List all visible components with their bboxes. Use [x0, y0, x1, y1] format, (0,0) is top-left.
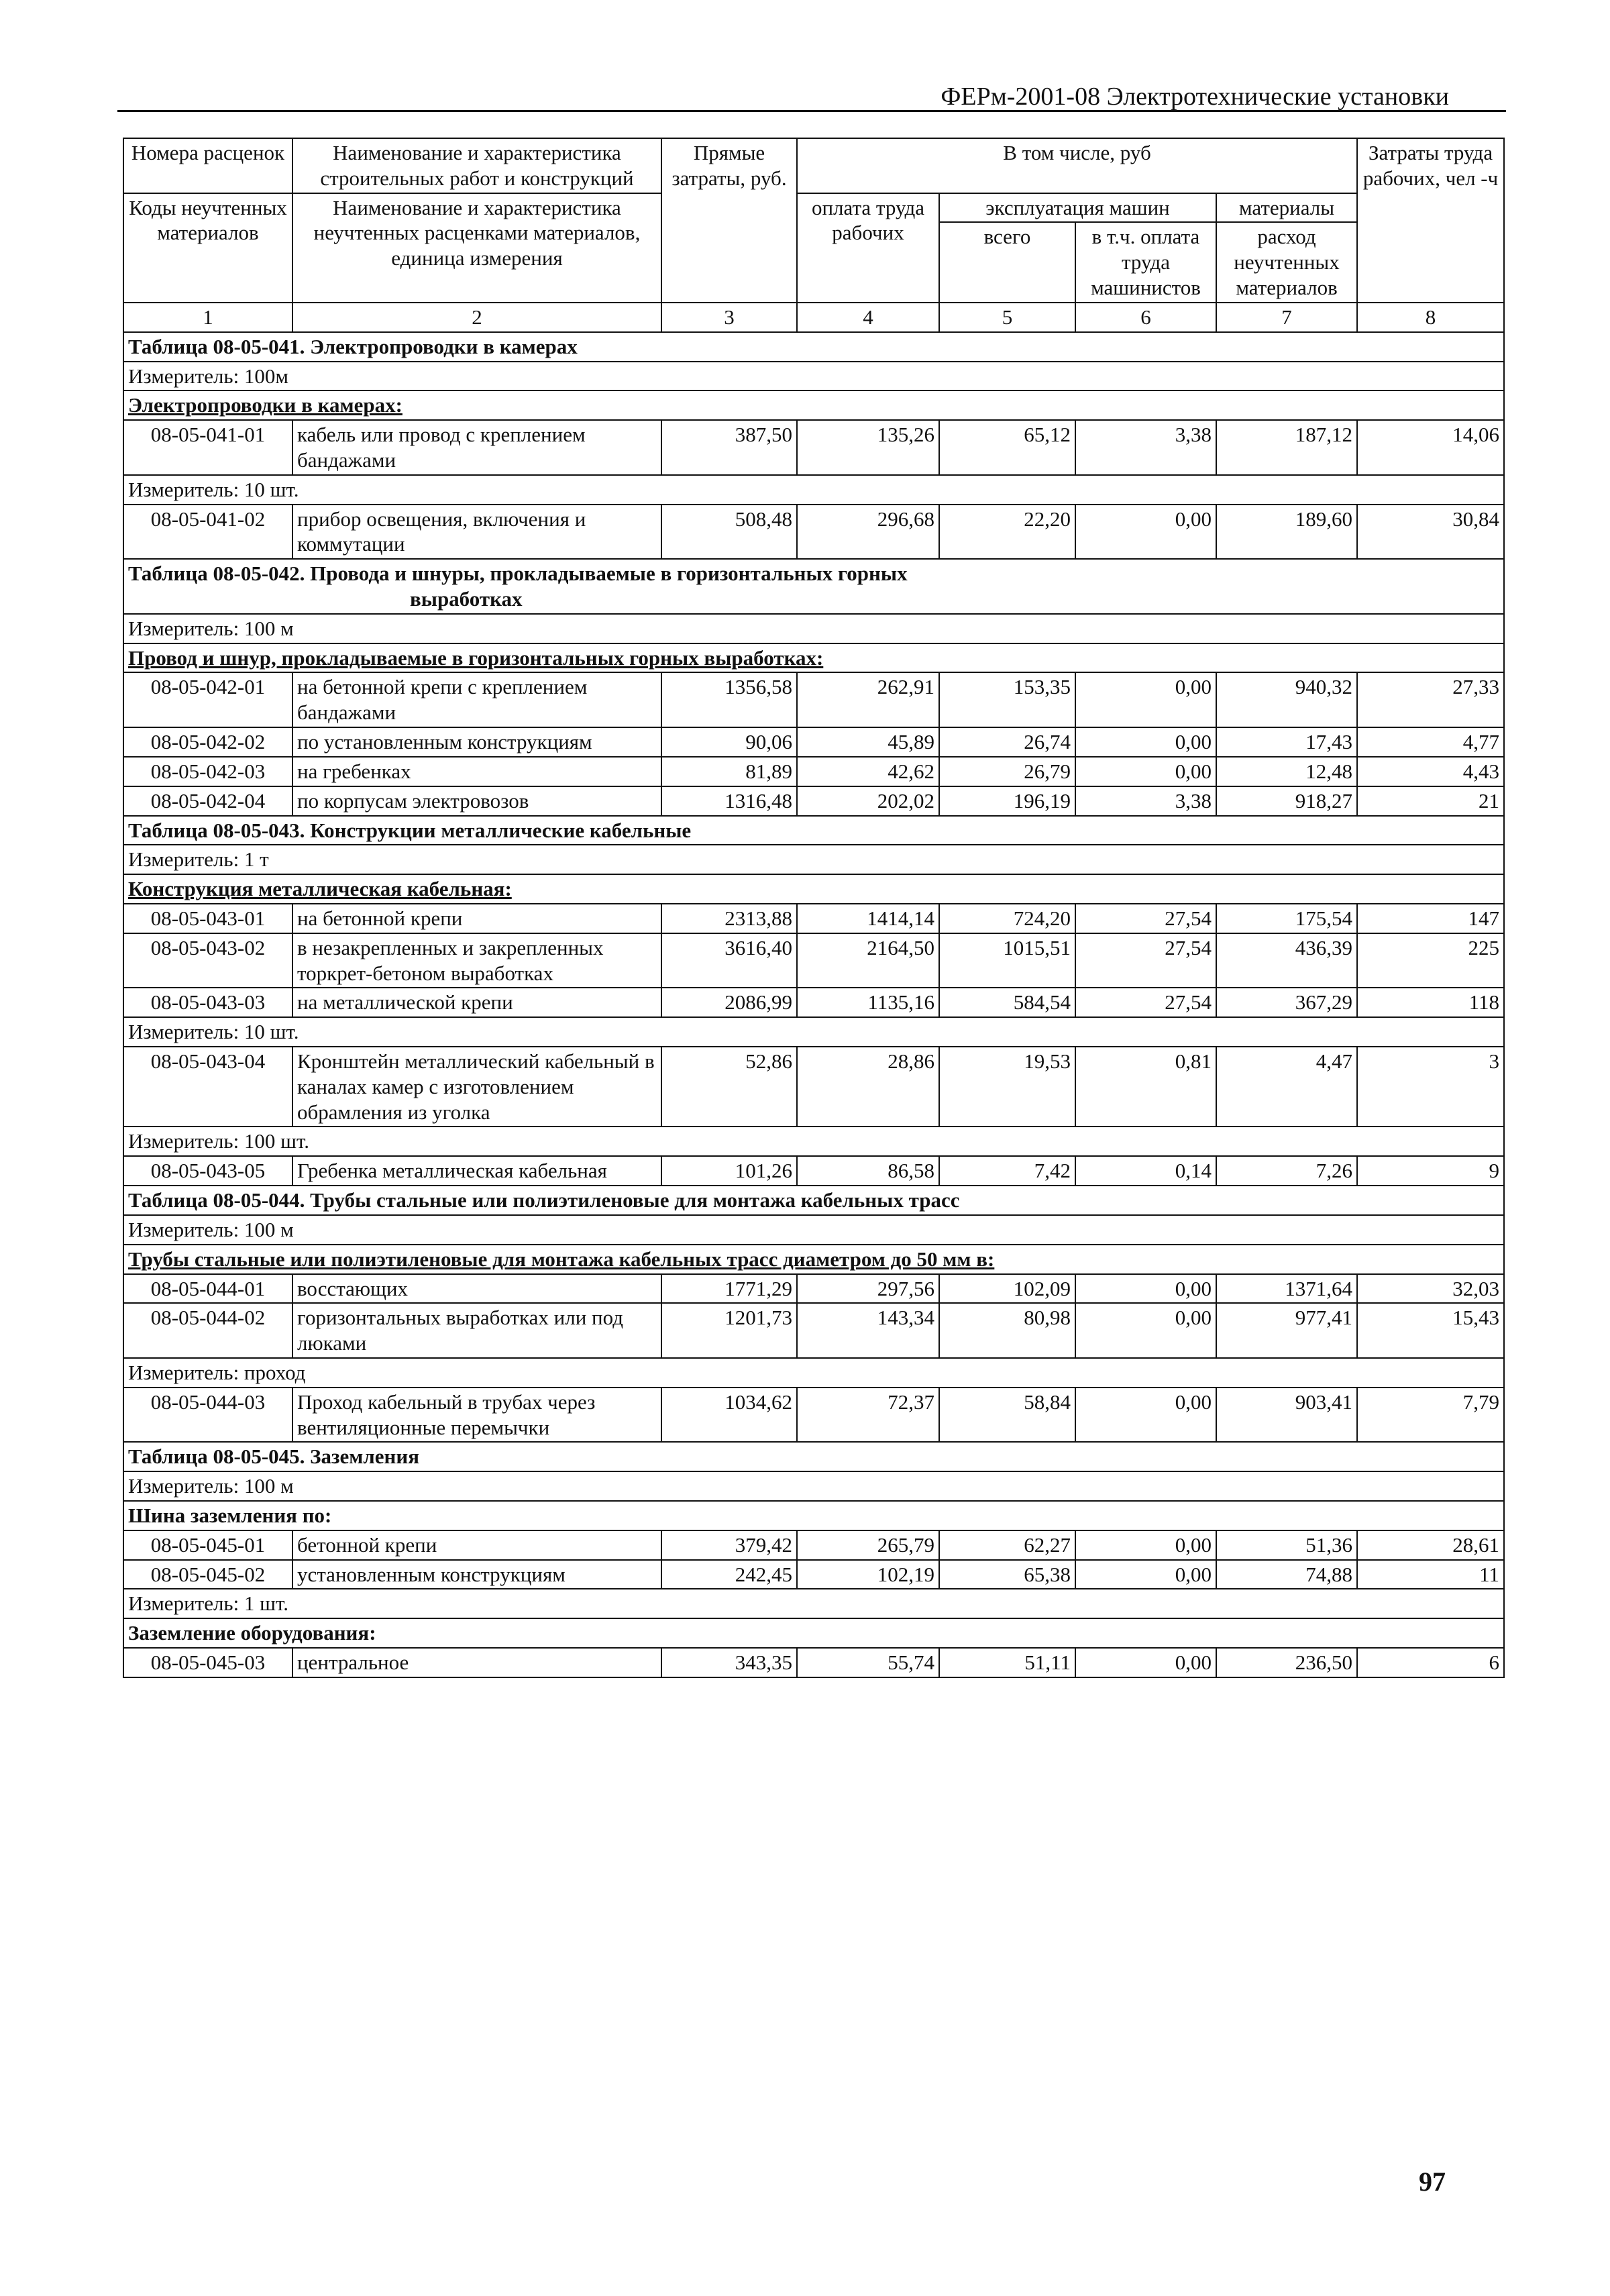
row-mach-wage: 0,14 [1075, 1156, 1216, 1186]
row-labor: 2164,50 [797, 933, 939, 988]
row-hours: 30,84 [1357, 505, 1504, 560]
row-hours: 118 [1357, 988, 1504, 1017]
col-header-labor: оплата труда рабочих [797, 193, 939, 303]
row-name: прибор освещения, включения и коммутации [292, 505, 661, 560]
row-labor: 72,37 [797, 1388, 939, 1443]
row-name: бетонной крепи [292, 1530, 661, 1560]
row-hours: 28,61 [1357, 1530, 1504, 1560]
row-direct: 1201,73 [661, 1303, 797, 1358]
row-labor: 102,19 [797, 1560, 939, 1589]
group-heading: Шина заземления по: [123, 1501, 1504, 1530]
table-row [123, 1648, 1504, 1677]
row-code: 08-05-042-01 [123, 672, 292, 727]
column-index-row [123, 303, 1504, 332]
row-mach: 51,11 [939, 1648, 1075, 1677]
row-labor: 42,62 [797, 757, 939, 786]
row-code: 08-05-045-01 [123, 1530, 292, 1560]
row-labor: 55,74 [797, 1648, 939, 1677]
row-code: 08-05-041-01 [123, 420, 292, 475]
row-code: 08-05-045-02 [123, 1560, 292, 1589]
group-heading: Электропроводки в камерах: [123, 390, 1504, 420]
row-labor: 265,79 [797, 1530, 939, 1560]
measure-unit: Измеритель: 100 м [123, 614, 1504, 643]
row-mach-wage: 27,54 [1075, 933, 1216, 988]
table-row [123, 1388, 1504, 1443]
col-index: 7 [1216, 303, 1357, 332]
row-mach: 22,20 [939, 505, 1075, 560]
row-direct: 508,48 [661, 505, 797, 560]
price-table-sheet [123, 138, 1503, 1678]
row-labor: 296,68 [797, 505, 939, 560]
group-heading: Трубы стальные или полиэтиленовые для монтажа кабельных трасс диаметром до 50 мм в: [123, 1245, 1504, 1274]
row-code: 08-05-043-02 [123, 933, 292, 988]
row-hours: 4,77 [1357, 727, 1504, 757]
row-mach-wage: 3,38 [1075, 786, 1216, 816]
row-hours: 3 [1357, 1047, 1504, 1127]
col-header-mat-unaccounted: расход неучтенных материалов [1216, 222, 1357, 302]
page-number: 97 [1419, 2167, 1446, 2197]
col-header-mach-total: всего [939, 222, 1075, 302]
row-direct: 2313,88 [661, 904, 797, 933]
col-header-machines: эксплуатация машин [939, 193, 1216, 223]
measure-unit: Измеритель: 10 шт. [123, 1017, 1504, 1047]
row-hours: 14,06 [1357, 420, 1504, 475]
table-title-044: Таблица 08-05-044. Трубы стальные или полиэтиленовые для монтажа кабельных трасс [123, 1186, 1504, 1215]
row-mach: 19,53 [939, 1047, 1075, 1127]
row-mat: 236,50 [1216, 1648, 1357, 1677]
table-row [123, 1530, 1504, 1560]
row-direct: 3616,40 [661, 933, 797, 988]
row-name: установленным конструкциям [292, 1560, 661, 1589]
row-mach-wage: 0,00 [1075, 727, 1216, 757]
row-mach-wage: 0,00 [1075, 1648, 1216, 1677]
col-header-incl: В том числе, руб [797, 138, 1357, 193]
row-labor: 45,89 [797, 727, 939, 757]
row-mach: 58,84 [939, 1388, 1075, 1443]
row-code: 08-05-043-04 [123, 1047, 292, 1127]
group-heading: Заземление оборудования: [123, 1618, 1504, 1648]
row-hours: 147 [1357, 904, 1504, 933]
row-name: Проход кабельный в трубах через вентиляционные перемычки [292, 1388, 661, 1443]
row-code: 08-05-044-01 [123, 1274, 292, 1304]
group-heading: Конструкция металлическая кабельная: [123, 874, 1504, 904]
row-mat: 977,41 [1216, 1303, 1357, 1358]
row-direct: 379,42 [661, 1530, 797, 1560]
table-row [123, 933, 1504, 988]
col-index: 3 [661, 303, 797, 332]
row-labor: 86,58 [797, 1156, 939, 1186]
row-labor: 28,86 [797, 1047, 939, 1127]
row-mat: 4,47 [1216, 1047, 1357, 1127]
row-hours: 225 [1357, 933, 1504, 988]
measure-unit: Измеритель: 100м [123, 362, 1504, 391]
row-mach-wage: 0,00 [1075, 1560, 1216, 1589]
row-direct: 343,35 [661, 1648, 797, 1677]
row-mach-wage: 0,00 [1075, 1274, 1216, 1304]
row-mach-wage: 27,54 [1075, 904, 1216, 933]
table-row [123, 904, 1504, 933]
row-code: 08-05-042-04 [123, 786, 292, 816]
row-labor: 135,26 [797, 420, 939, 475]
row-mach: 65,38 [939, 1560, 1075, 1589]
row-mach: 196,19 [939, 786, 1075, 816]
row-hours: 11 [1357, 1560, 1504, 1589]
row-mat: 51,36 [1216, 1530, 1357, 1560]
table-row [123, 786, 1504, 816]
table-row [123, 1560, 1504, 1589]
row-direct: 52,86 [661, 1047, 797, 1127]
row-code: 08-05-044-03 [123, 1388, 292, 1443]
row-mach: 153,35 [939, 672, 1075, 727]
row-mach: 65,12 [939, 420, 1075, 475]
row-hours: 6 [1357, 1648, 1504, 1677]
row-direct: 1771,29 [661, 1274, 797, 1304]
table-title-042-line1: Таблица 08-05-042. Провода и шнуры, прокладываемые в горизонтальных горных [128, 562, 908, 586]
header-rule [117, 110, 1506, 112]
row-mat: 17,43 [1216, 727, 1357, 757]
row-labor: 262,91 [797, 672, 939, 727]
row-name: в незакрепленных и закрепленных торкрет-бетоном выработках [292, 933, 661, 988]
row-name: на металлической крепи [292, 988, 661, 1017]
row-name: Гребенка металлическая кабельная [292, 1156, 661, 1186]
row-hours: 27,33 [1357, 672, 1504, 727]
table-row [123, 420, 1504, 475]
row-mat: 367,29 [1216, 988, 1357, 1017]
table-row [123, 1274, 1504, 1304]
row-mat: 175,54 [1216, 904, 1357, 933]
row-mat: 436,39 [1216, 933, 1357, 988]
row-labor: 143,34 [797, 1303, 939, 1358]
col-header-materials: материалы [1216, 193, 1357, 223]
row-mach-wage: 0,00 [1075, 757, 1216, 786]
row-name: по установленным конструкциям [292, 727, 661, 757]
row-name: на бетонной крепи [292, 904, 661, 933]
row-mach-wage: 3,38 [1075, 420, 1216, 475]
row-hours: 7,79 [1357, 1388, 1504, 1443]
row-code: 08-05-042-03 [123, 757, 292, 786]
row-code: 08-05-045-03 [123, 1648, 292, 1677]
row-mat: 187,12 [1216, 420, 1357, 475]
row-mach-wage: 0,00 [1075, 1388, 1216, 1443]
table-row [123, 988, 1504, 1017]
row-mat: 903,41 [1216, 1388, 1357, 1443]
row-name: по корпусам электровозов [292, 786, 661, 816]
col-header-name-bottom: Наименование и характеристика неучтенных расценками материалов, единица измерения [292, 193, 661, 303]
row-name: горизонтальных выработках или под люками [292, 1303, 661, 1358]
row-name: центральное [292, 1648, 661, 1677]
row-labor: 202,02 [797, 786, 939, 816]
col-header-code-bottom: Коды неучтенных материалов [123, 193, 292, 303]
row-direct: 1356,58 [661, 672, 797, 727]
running-header: ФЕРм-2001-08 Электротехнические установки [941, 83, 1449, 111]
row-mach: 724,20 [939, 904, 1075, 933]
row-mach-wage: 0,00 [1075, 672, 1216, 727]
table-title-042-line2: выработках [410, 587, 523, 611]
table-row [123, 672, 1504, 727]
row-code: 08-05-041-02 [123, 505, 292, 560]
row-labor: 1414,14 [797, 904, 939, 933]
row-mat: 7,26 [1216, 1156, 1357, 1186]
col-index: 4 [797, 303, 939, 332]
row-hours: 15,43 [1357, 1303, 1504, 1358]
table-row [123, 757, 1504, 786]
row-labor: 1135,16 [797, 988, 939, 1017]
row-mat: 1371,64 [1216, 1274, 1357, 1304]
col-index: 2 [292, 303, 661, 332]
row-direct: 242,45 [661, 1560, 797, 1589]
row-direct: 90,06 [661, 727, 797, 757]
measure-unit: Измеритель: 100 м [123, 1215, 1504, 1245]
col-index: 8 [1357, 303, 1504, 332]
row-name: кабель или провод с креплением бандажами [292, 420, 661, 475]
group-heading: Провод и шнур, прокладываемые в горизонтальных горных выработках: [123, 643, 1504, 673]
col-header-mach-wage: в т.ч. оплата труда машинистов [1075, 222, 1216, 302]
row-mach: 7,42 [939, 1156, 1075, 1186]
row-mat: 918,27 [1216, 786, 1357, 816]
table-row [123, 1047, 1504, 1127]
col-header-code-top: Номера расценок [123, 138, 292, 193]
row-hours: 9 [1357, 1156, 1504, 1186]
row-hours: 32,03 [1357, 1274, 1504, 1304]
measure-unit: Измеритель: 1 шт. [123, 1589, 1504, 1618]
measure-unit: Измеритель: 1 т [123, 845, 1504, 874]
row-name: Кронштейн металлический кабельный в каналах камер с изготовлением обрамления из уголка [292, 1047, 661, 1127]
row-mach-wage: 27,54 [1075, 988, 1216, 1017]
row-mach: 62,27 [939, 1530, 1075, 1560]
table-title-042 [123, 559, 1504, 614]
row-mach-wage: 0,81 [1075, 1047, 1216, 1127]
measure-unit: Измеритель: проход [123, 1358, 1504, 1388]
measure-unit: Измеритель: 100 м [123, 1471, 1504, 1501]
row-mach: 584,54 [939, 988, 1075, 1017]
row-direct: 1316,48 [661, 786, 797, 816]
table-title-041: Таблица 08-05-041. Электропроводки в камерах [123, 332, 1504, 362]
row-direct: 387,50 [661, 420, 797, 475]
measure-unit: Измеритель: 100 шт. [123, 1127, 1504, 1156]
table-title-043: Таблица 08-05-043. Конструкции металлические кабельные [123, 816, 1504, 845]
row-mach-wage: 0,00 [1075, 1530, 1216, 1560]
row-direct: 81,89 [661, 757, 797, 786]
col-header-name-top: Наименование и характеристика строительных работ и конструкций [292, 138, 661, 193]
row-code: 08-05-043-03 [123, 988, 292, 1017]
row-direct: 101,26 [661, 1156, 797, 1186]
row-mat: 189,60 [1216, 505, 1357, 560]
row-labor: 297,56 [797, 1274, 939, 1304]
price-table [123, 138, 1505, 1678]
col-index: 1 [123, 303, 292, 332]
table-title-045: Таблица 08-05-045. Заземления [123, 1442, 1504, 1471]
row-mach: 80,98 [939, 1303, 1075, 1358]
col-index: 6 [1075, 303, 1216, 332]
col-index: 5 [939, 303, 1075, 332]
row-code: 08-05-043-01 [123, 904, 292, 933]
row-mat: 74,88 [1216, 1560, 1357, 1589]
row-hours: 21 [1357, 786, 1504, 816]
col-header-direct: Прямые затраты, руб. [661, 138, 797, 303]
row-code: 08-05-044-02 [123, 1303, 292, 1358]
row-direct: 1034,62 [661, 1388, 797, 1443]
row-hours: 4,43 [1357, 757, 1504, 786]
measure-unit: Измеритель: 10 шт. [123, 475, 1504, 505]
row-mat: 940,32 [1216, 672, 1357, 727]
row-mach: 1015,51 [939, 933, 1075, 988]
row-mat: 12,48 [1216, 757, 1357, 786]
row-mach: 102,09 [939, 1274, 1075, 1304]
row-direct: 2086,99 [661, 988, 797, 1017]
row-name: на гребенках [292, 757, 661, 786]
row-mach-wage: 0,00 [1075, 505, 1216, 560]
row-mach: 26,79 [939, 757, 1075, 786]
table-row [123, 727, 1504, 757]
row-mach: 26,74 [939, 727, 1075, 757]
col-header-hours: Затраты труда рабочих, чел -ч [1357, 138, 1504, 303]
row-code: 08-05-043-05 [123, 1156, 292, 1186]
table-row [123, 1156, 1504, 1186]
row-name: на бетонной крепи с креплением бандажами [292, 672, 661, 727]
table-row [123, 1303, 1504, 1358]
row-code: 08-05-042-02 [123, 727, 292, 757]
row-mach-wage: 0,00 [1075, 1303, 1216, 1358]
row-name: восстающих [292, 1274, 661, 1304]
table-row [123, 505, 1504, 560]
